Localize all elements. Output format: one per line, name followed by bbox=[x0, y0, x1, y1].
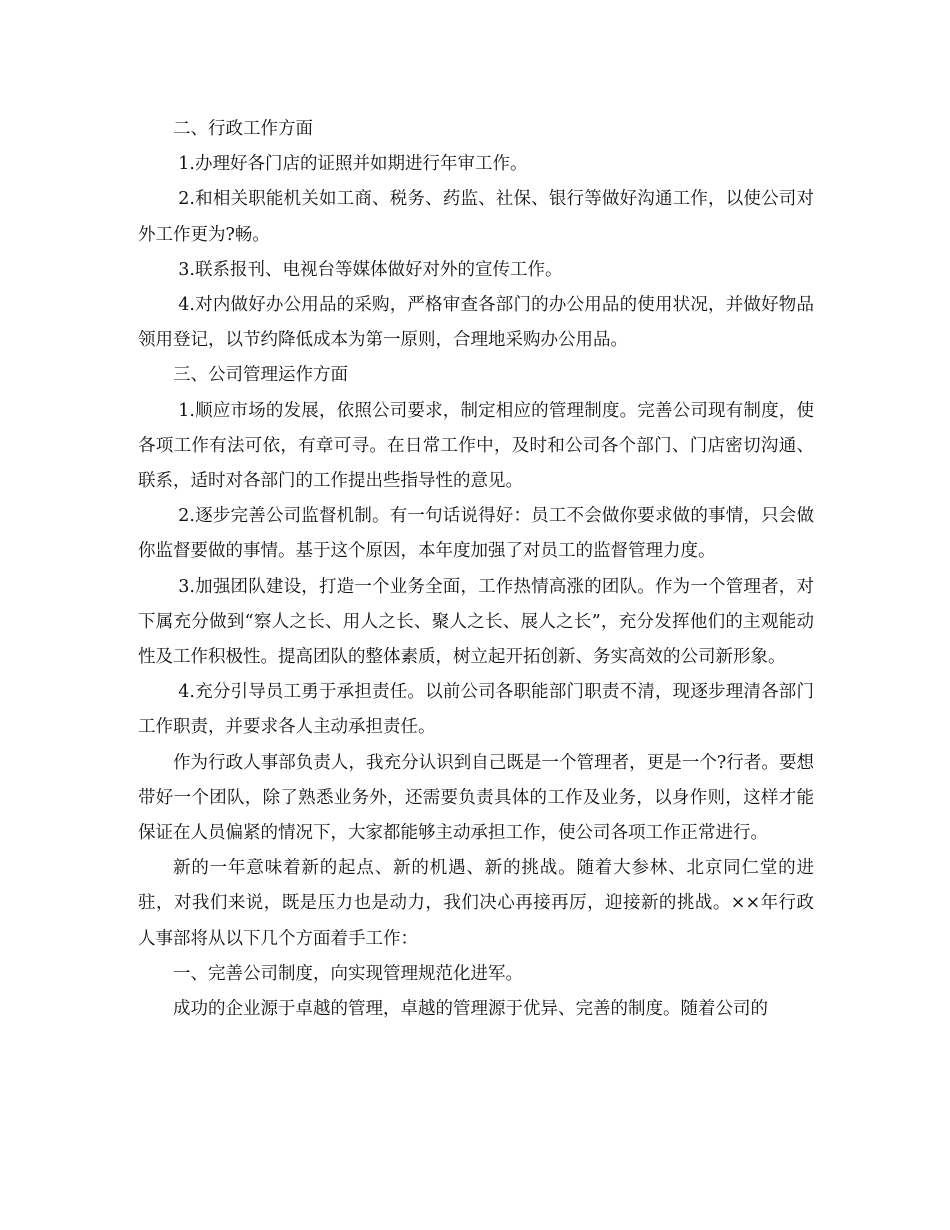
admin-item-4: 4.对内做好办公用品的采购，严格审查各部门的办公用品的使用状况，并做好物品领用登记，以节约降低成本为第一原则，合理地采购办公用品。 bbox=[138, 295, 814, 351]
section-heading-admin: 二、行政工作方面 bbox=[173, 119, 313, 139]
management-item-4: 4.充分引导员工勇于承担责任。以前公司各职能部门职责不清，现逐步理清各部门工作职责，并要求各人主动承担责任。 bbox=[138, 682, 814, 738]
body-paragraph-role: 作为行政人事部负责人，我充分认识到自己既是一个管理者，更是一个?行者。要想带好一个团队，除了熟悉业务外，还需要负责具体的工作及业务，以身作则，这样才能保证在人员偏紧的情况下，大家都能够主动承担工作，使公司各项工作正常进行。 bbox=[138, 752, 814, 844]
body-paragraph-success: 成功的企业源于卓越的管理，卓越的管理源于优异、完善的制度。随着公司的 bbox=[173, 999, 768, 1020]
body-paragraph-new-year: 新的一年意味着新的起点、新的机遇、新的挑战。随着大参林、北京同仁堂的进驻，对我们来说，既是压力也是动力，我们决心再接再厉，迎接新的挑战。××年行政人事部将从以下几个方面着手工作： bbox=[138, 858, 814, 949]
admin-item-3: 3.联系报刊、电视台等媒体做好对外的宣传工作。 bbox=[178, 259, 563, 280]
section-heading-management: 三、公司管理运作方面 bbox=[173, 365, 348, 386]
management-item-1: 1.顺应市场的发展，依照公司要求，制定相应的管理制度。完善公司现有制度，使各项工作有法可依，有章可寻。在日常工作中，及时和公司各个部门、门店密切沟通、联系，适时对各部门的工作提出些指导性的意见。 bbox=[138, 400, 814, 492]
management-item-2: 2.逐步完善公司监督机制。有一句话说得好：员工不会做你要求做的事情，只会做你监督要做的事情。基于这个原因，本年度加强了对员工的监督管理力度。 bbox=[138, 506, 814, 562]
section-heading-plan-1: 一、完善公司制度，向实现管理规范化进军。 bbox=[173, 963, 523, 984]
admin-item-1: 1.办理好各门店的证照并如期进行年审工作。 bbox=[178, 154, 528, 175]
management-item-3: 3.加强团队建设，打造一个业务全面，工作热情高涨的团队。作为一个管理者，对下属充分做到“察人之长、用人之长、聚人之长、展人之长”，充分发挥他们的主观能动性及工作积极性。提高团队的整体素质，树立起开拓创新、务实高效的公司新形象。 bbox=[138, 576, 814, 668]
document-body bbox=[138, 112, 814, 1027]
admin-item-2: 2.和相关职能机关如工商、税务、药监、社保、银行等做好沟通工作，以使公司对外工作更为?畅。 bbox=[138, 189, 814, 245]
